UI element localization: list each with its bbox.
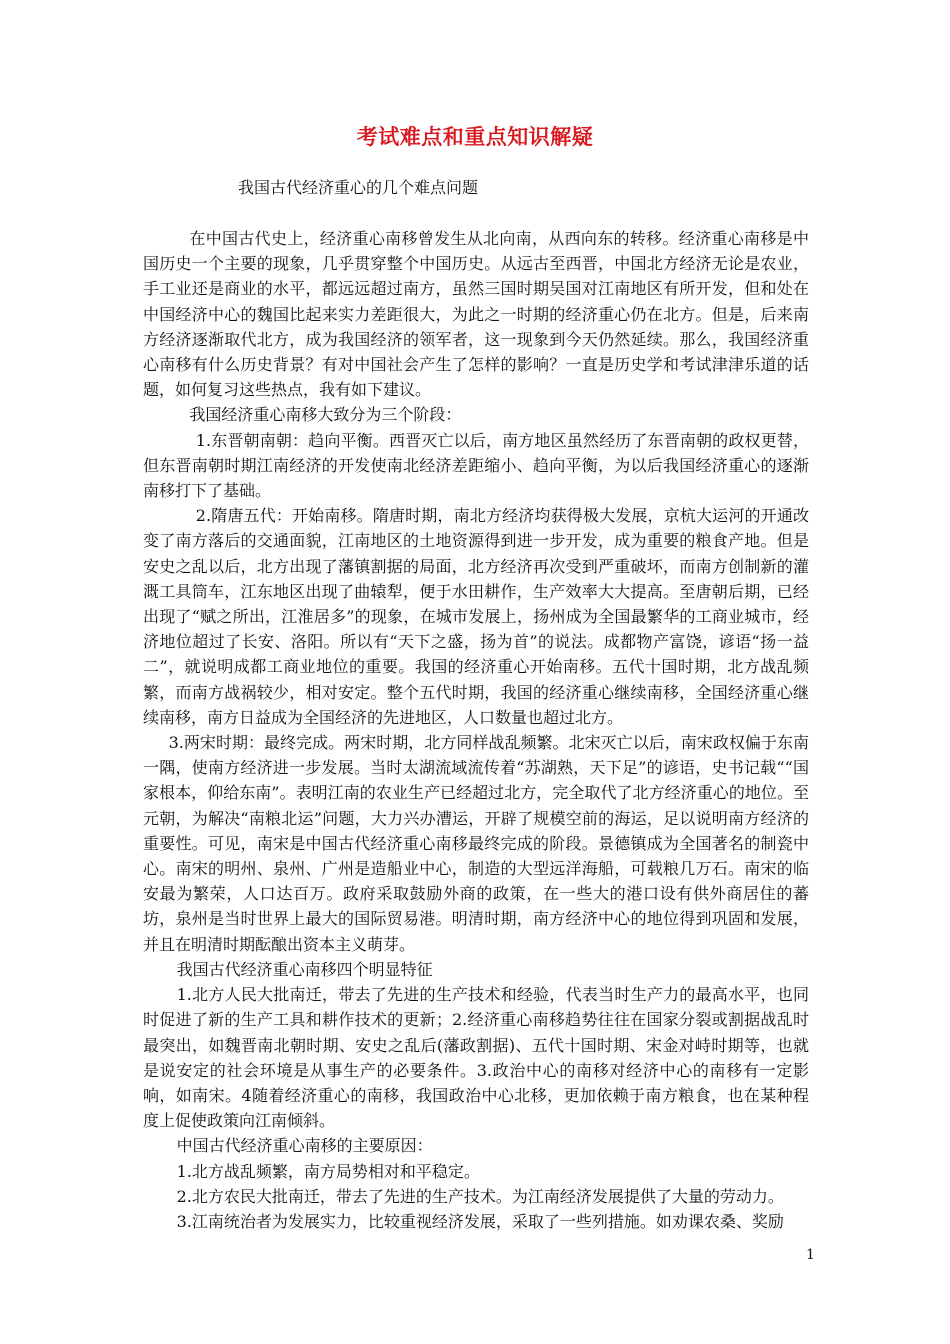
document-subtitle: 我国古代经济重心的几个难点问题 xyxy=(238,178,479,197)
paragraph-stages-heading: 我国经济重心南移大致分为三个阶段： xyxy=(189,405,462,425)
paragraph-stage-3: 3.两宋时期：最终完成。两宋时期，北方同样战乱频繁。北宋灭亡以后，南宋政权偏于东南一隅，使南方经济进一步发展。当时太湖流域流传着“苏湖熟，天下足”的谚语，史书记载““国家根本，仰给东南”。表明江南的农业生产已经超过北方，完全取代了北方经济重心的地位。至元朝，为解决“南粮北运”问题，大力兴办漕运，开辟了规模空前的海运，足以说明南方经济的重要性。可见，南宋是中国古代经济重心南移最终完成的阶段。景德镇成为全国著名的制瓷中心。南宋的明州、泉州、广州是造船业中心，制造的大型远洋海船，可载粮几万石。南宋的临安最为繁荣，人口达百万。政府采取鼓励外商的政策，在一些大的港口设有供外商居住的蕃坊，泉州是当时世界上最大的国际贸易港。明清时期，南方经济中心的地位得到巩固和发展，并且在明清时期酝酿出资本主义萌芽。 xyxy=(143,733,809,954)
paragraph-features: 1.北方人民大批南迁，带去了先进的生产技术和经验，代表当时生产力的最高水平，也同时促进了新的生产工具和耕作技术的更新；2.经济重心南移趋势往往在国家分裂或割据战乱时最突出，如魏晋南北朝时期、安史之乱后(藩政割据)、五代十国时期、宋金对峙时期等，也就是说安定的社会环境是从事生产的必要条件。3.政治中心的南移对经济中心的南移有一定影响，如南宋。4随着经济重心的南移，我国政治中心北移，更加依赖于南方粮食，也在某种程度上促使政策向江南倾斜。 xyxy=(143,985,809,1131)
paragraph-cause-2: 2.北方农民大批南迁，带去了先进的生产技术。为江南经济发展提供了大量的劳动力。 xyxy=(176,1186,784,1206)
paragraph-stage-1: 1.东晋朝南朝：趋向平衡。西晋灭亡以后，南方地区虽然经历了东晋南朝的政权更替，但东晋南朝时期江南经济的开发使南北经济差距缩小、趋向平衡，为以后我国经济重心的逐渐南移打下了基础。 xyxy=(143,430,809,501)
paragraph-intro: 在中国古代史上，经济重心南移曾发生从北向南，从西向东的转移。经济重心南移是中国历史一个主要的现象，几乎贯穿整个中国历史。从远古至西晋，中国北方经济无论是农业，手工业还是商业的水平，都远远超过南方，虽然三国时期吴国对江南地区有所开发，但和处在中国经济中心的魏国比起来实力差距很大，为此之一时期的经济重心仍在北方。但是，后来南方经济逐渐取代北方，成为我国经济的领军者，这一现象到今天仍然延续。那么，我国经济重心南移有什么历史背景？有对中国社会产生了怎样的影响？一直是历史学和考试津津乐道的话题，如何复习这些热点，我有如下建议。 xyxy=(143,229,809,400)
paragraph-cause-1: 1.北方战乱频繁，南方局势相对和平稳定。 xyxy=(176,1161,480,1181)
paragraph-cause-3: 3.江南统治者为发展实力，比较重视经济发展，采取了一些列措施。如劝课农桑、奖励 xyxy=(176,1211,784,1231)
paragraph-causes-heading: 中国古代经济重心南移的主要原因： xyxy=(176,1136,433,1156)
page-number: 1 xyxy=(806,1247,815,1263)
paragraph-stage-2: 2.隋唐五代：开始南移。隋唐时期，南北方经济均获得极大发展，京杭大运河的开通改变了南方落后的交通面貌，江南地区的土地资源得到进一步开发，成为重要的粮食产地。但是安史之乱以后，北方出现了藩镇割据的局面，北方经济再次受到严重破坏，而南方创制新的灌溉工具筒车，江东地区出现了曲辕犁，便于水田耕作，生产效率大大提高。至唐朝后期，已经出现了“赋之所出，江淮居多”的现象，在城市发展上，扬州成为全国最繁华的工商业城市，经济地位超过了长安、洛阳。所以有“天下之盛，扬为首”的说法。成都物产富饶，谚语“扬一益二”，就说明成都工商业地位的重要。我国的经济重心开始南移。五代十国时期，北方战乱频繁，而南方战祸较少，相对安定。整个五代时期，我国的经济重心继续南移，全国经济重心继续南移，南方日益成为全国经济的先进地区，人口数量也超过北方。 xyxy=(143,506,809,727)
document-title: 考试难点和重点知识解疑 xyxy=(356,125,594,149)
document-body xyxy=(143,226,809,1234)
paragraph-features-heading: 我国古代经济重心南移四个明显特征 xyxy=(176,959,433,979)
